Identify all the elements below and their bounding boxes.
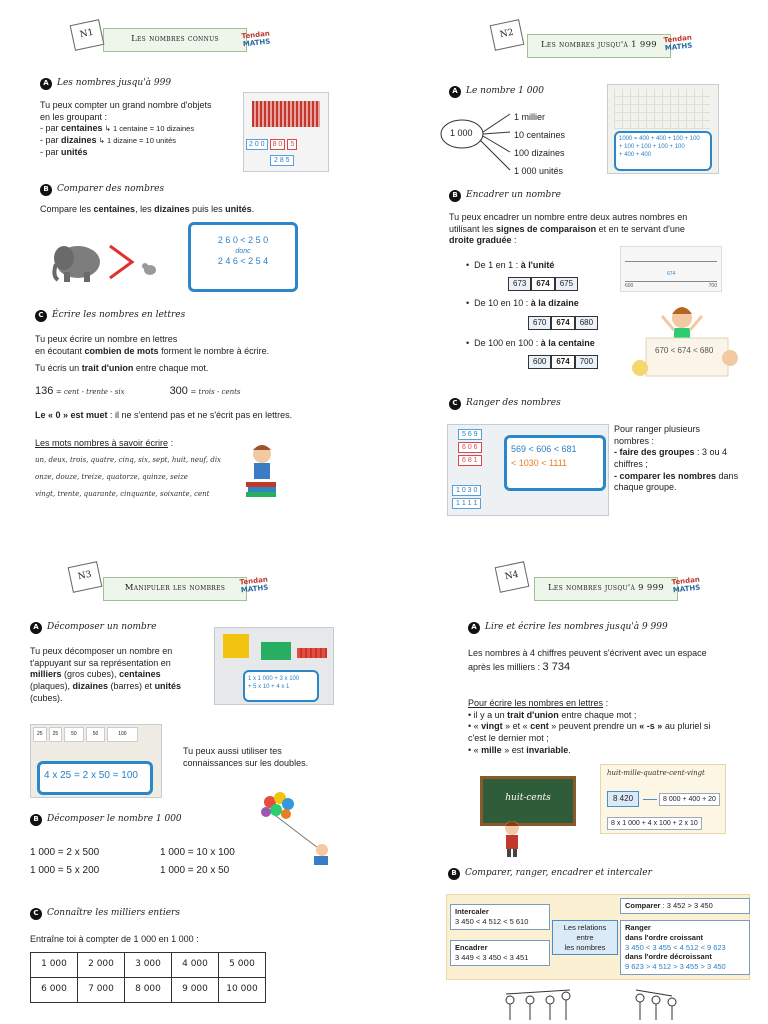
text-line: chiffres ; [614,459,648,470]
t: centaines [61,123,103,134]
t: unités [225,204,252,214]
n4-section-b [448,868,652,880]
n2-title: Les nombres jusqu'à 1 999 [540,40,658,51]
text-line: nombres : [614,435,655,446]
t: Les mots nombres à savoir écrire [35,438,169,448]
t: invariable [526,744,569,755]
axis-line [625,261,717,262]
text-line [35,438,235,450]
text-line [30,681,210,693]
n3-c-intro: Entraîne toi à compter de 1 000 en 1 000 : [30,934,199,944]
t: (barres) et [108,681,155,692]
n3-title: Manipuler les nombres [124,583,226,594]
text-line: Tu peux écrire un nombre en lettres [35,334,178,344]
grid-plates [614,89,710,129]
box-title: Comparer [625,901,661,910]
t: mille [481,744,502,755]
card: 50 [64,727,84,742]
scheme-number: 8 420 [607,791,639,807]
logo-bottom: MATHS [664,41,693,53]
box-subtitle: dans l'ordre croissant [625,932,704,942]
badge-a: A [40,78,52,90]
scheme-sum: 8 000 + 400 + 20 [659,793,720,806]
t: dizaines [72,681,109,692]
t: » est [501,744,527,755]
t: unités [154,681,182,692]
box-value: 3 449 < 3 450 < 3 451 [455,952,529,962]
card: 50 [86,727,106,742]
text-line [449,224,739,236]
box-value: : 3 452 > 3 450 [660,901,713,910]
text-line [40,147,240,159]
n4-logo [671,576,701,595]
n3-a-text [30,646,210,704]
equation: 1 000 = 10 x 100 [160,847,235,858]
n1-title: Les nombres connus [131,34,219,45]
t: - par [40,146,62,157]
t: entre chaque mot ; [558,709,637,720]
board-line: 2 6 0 < 2 5 0 [217,235,269,245]
n3-b-eq [30,844,235,880]
table-cell: 4 000 [172,953,219,978]
n1-b-text [40,204,254,216]
card: 5 6 9 [458,429,482,440]
t: dans [716,470,739,481]
t: centaines [93,204,136,214]
n1-section-c [35,310,185,322]
text-line: c'est le dernier mot ; [468,733,549,744]
words-line: un, deux, trois, quatre, cinq, six, sept, huit, neuf, dix [35,455,222,464]
n2-bullet-2: • De 10 en 10 : à la dizaine [466,298,579,308]
badge-a: A [468,622,480,634]
ten-bars [297,648,327,658]
n1-c-muet [35,410,292,422]
section-label: Le nombre 1 000 [466,86,544,97]
text-line: chaque groupe. [614,482,677,493]
n4-header [534,577,678,601]
t: « -s » [639,721,663,732]
table-cell: 6 000 [31,978,78,1003]
balloons-boy-illustration [258,792,338,868]
n2-thousand-photo [607,84,719,174]
n2-branch-labels [514,108,565,180]
text-line [40,135,240,147]
n3-section-b [30,814,182,826]
text-line [30,669,210,681]
board-line: + 100 + 100 + 100 + 100 [619,144,685,150]
chalk-text: huit-cents [505,793,551,803]
t: dizaines [154,204,190,214]
cell: 674 [551,355,574,369]
center-line: entre [576,932,594,942]
n1-logo [241,30,271,49]
badge-b: B [448,868,460,880]
center-line: Les relations [563,923,607,932]
badge-a: A [449,86,461,98]
n2-cells-2 [528,316,598,330]
n1-c-examples [35,384,315,398]
n4-scheme [600,764,726,834]
n1-base10-photo [243,92,329,172]
text-line [468,721,764,733]
words-line: vingt, trente, quarante, cinquante, soixante, cent [35,489,210,498]
branch-label: 10 centaines [514,130,566,140]
n1-section-b [40,184,164,196]
box-title: Ranger [625,923,651,932]
section-label: Décomposer le nombre 1 000 [47,814,182,825]
card: 25 [49,727,63,742]
t: puis les [189,204,226,214]
n2-b-text [449,212,739,247]
cell: 673 [508,277,531,291]
section-label: Lire et écrire les nombres jusqu'à 9 999 [485,622,668,633]
text-line: (cubes). [30,692,63,703]
n2-logo [663,34,693,53]
n3-header [103,577,247,601]
n2-order-board [504,435,606,491]
t: et en te servant d'une [596,223,685,234]
badge-c: C [449,398,461,410]
table-cell: 9 000 [172,978,219,1003]
card: 2 0 0 [246,139,268,150]
t: après les milliers : [468,661,543,672]
t: • « [468,744,482,755]
equation: 1 000 = 5 x 200 [30,865,100,876]
arrow-line [643,799,657,800]
card: 100 [107,727,137,742]
text-line [35,346,305,358]
cell: 680 [575,316,598,330]
t: droite graduée [449,235,512,246]
t: - par [40,135,62,146]
section-label: Comparer des nombres [57,184,165,195]
t: utilisant les [449,223,497,234]
n3-logo [239,576,269,595]
text-line: Tu peux aussi utiliser tes [183,746,282,756]
badge-b: B [449,190,461,202]
relations-center [552,920,618,955]
n1-a-text [40,100,240,158]
t: trait d'union [507,709,559,720]
center-line: les nombres [564,942,606,952]
t: . [251,204,255,214]
n2-cells-1 [508,277,578,291]
t: (plaques), [30,681,73,692]
branch-label: 100 dizaines [514,148,565,158]
equation: 1 000 = 20 x 50 [160,865,230,876]
t: signes de comparaison [496,223,597,234]
children-line-illustration [496,988,746,1024]
cards-column [452,485,481,509]
n1-header [103,28,247,52]
eq-row [30,862,235,880]
board-line: donc [235,247,251,255]
text-line [40,123,240,135]
badge-a: A [30,622,42,634]
board-line: + 5 x 10 + 4 x 1 [248,684,290,690]
n1-tag: N1 [70,19,105,51]
t: : 3 ou 4 [694,447,728,458]
logo-bottom: MATHS [672,583,701,595]
cell: 700 [575,355,598,369]
t: De 100 en 100 : [474,338,541,348]
t: 300 [169,385,188,397]
cards-row [33,727,138,742]
cell: 674 [531,277,554,291]
board-line: 569 < 606 < 681 [511,444,577,454]
text-line [35,363,305,375]
n2-board [614,131,712,171]
encadrer-box [450,940,550,966]
table-cell: 3 000 [125,953,172,978]
card: 25 [33,727,47,742]
logo-top: Tendan [239,575,269,587]
text-line: Les nombres à 4 chiffres peuvent s'écrivent avec un espace [468,648,707,658]
cell: 674 [551,316,574,330]
section-label: Comparer, ranger, encadrer et intercaler [465,868,652,879]
scheme-product: 8 x 1 000 + 4 x 100 + 2 x 10 [607,817,702,830]
branch-label: 1 000 unités [514,166,564,176]
text-line: Tu peux encadrer un nombre entre deux autres nombres en [449,212,688,222]
t: forment le nombre à écrire. [158,345,270,356]
board-line: 1000 = 400 + 400 + 100 + 100 [619,136,700,142]
text-line [468,710,764,722]
box-value: 3 450 < 4 512 < 5 610 [455,916,529,926]
n1-compare-board [188,222,298,292]
n3-tag: N3 [68,561,103,593]
t: • « [468,721,482,732]
text-line [468,698,764,710]
card: 6 0 6 [458,442,482,453]
t: : [168,438,174,448]
t: milliers [30,669,62,680]
n3-doubles-board [37,761,153,795]
text-line [614,471,754,483]
card: 1 1 1 1 [452,498,481,509]
text-line [468,745,764,757]
mark-label: 674 [667,271,676,277]
card: 8 0 [270,139,286,150]
n2-section-a [449,86,544,98]
logo-bottom: MATHS [242,37,271,49]
badge-b: B [30,814,42,826]
t: Pour écrire les nombres en lettres [468,698,604,708]
section-label: Écrire les nombres en lettres [52,310,186,321]
board-line: < 1030 < 1111 [511,457,568,468]
t: ↳ 1 dizaine = 10 unités [96,136,176,146]
t: De 1 en 1 : [474,260,521,270]
thousand-cube [223,634,249,658]
t: . [568,744,571,755]
logo-bottom: MATHS [240,583,269,595]
box-subtitle: dans l'ordre décroissant [625,952,712,962]
t: ↳ 1 centaine = 10 dizaines [102,124,195,134]
t: : [603,698,609,708]
hundreds-blocks [252,101,320,127]
girl-illustration [498,820,528,860]
n2-kids-board-text: 670 < 674 < 680 [655,346,714,355]
n2-oval-value: 1 000 [450,128,473,138]
table-row [31,978,266,1003]
n3-section-a [30,622,156,634]
text-line [614,447,754,459]
t: De 10 en 10 : [474,298,531,308]
scheme-words: huit-mille-quatre-cent-vingt [607,769,705,777]
elephant-mouse-illustration [50,236,170,286]
hundred-plates [261,642,291,660]
t: entre chaque mot. [133,363,209,374]
t: : [511,235,517,246]
n2-header [527,34,671,58]
t: 3 734 [542,660,571,673]
intercaler-box [450,904,550,930]
n4-tag: N4 [495,561,530,593]
n2-bullet-3: • De 100 en 100 : à la centaine [466,338,595,348]
t: unités [61,146,88,157]
t: Compare les [40,204,94,214]
logo-top: Tendan [663,33,693,45]
card: 1 0 3 0 [452,485,481,496]
text-line: t'appuyant sur sa représentation en [30,657,171,668]
n2-section-b [449,190,561,202]
n2-branch-lines [440,104,520,180]
n3-doubles-photo [30,724,162,798]
comparer-box [620,898,750,914]
equation: 1 000 = 2 x 500 [30,847,100,858]
n1-section-a [40,78,171,90]
t: , les [135,204,155,214]
n4-section-a [468,622,668,634]
t: Le « 0 » est muet [35,410,108,420]
t: Tu écris un [35,363,82,374]
table-cell: 10 000 [219,978,266,1003]
section-label: Décomposer un nombre [47,622,157,633]
cards-column [458,429,482,466]
board-line: + 400 + 400 [619,152,652,158]
card: 6 8 1 [458,455,482,466]
t: - par [40,123,62,134]
cell: 600 [528,355,551,369]
table-cell: 2 000 [78,953,125,978]
tick-label: 600 [625,283,634,289]
t: = trois - cents [190,388,241,396]
badge-c: C [35,310,47,322]
t: à la centaine [540,338,595,348]
t: en écoutant [35,345,85,356]
text-line: connaissances sur les doubles. [183,757,309,768]
n2-bullet-1: • De 1 en 1 : à l'unité [466,260,555,270]
n4-a-intro [468,648,758,674]
t: 136 [35,385,54,397]
text-line [468,660,758,674]
section-label: Connaître les milliers entiers [47,908,180,919]
t: centaines [119,669,161,680]
text-line: en les groupant : [40,111,108,122]
box-value: 9 623 > 4 512 > 3 455 > 3 450 [625,962,726,971]
axis-line [625,281,717,282]
n3-section-c [30,908,180,920]
t: - faire des groupes [614,447,695,458]
table-cell: 1 000 [31,953,78,978]
table-row [31,953,266,978]
n2-number-line [620,246,722,292]
logo-top: Tendan [671,575,701,587]
n1-c-words [35,438,235,499]
card: 2 8 5 [270,155,294,166]
n3-thousands-table [30,952,266,1003]
n2-order-photo [447,424,609,516]
branch-label: 1 millier [514,112,546,122]
t: vingt [481,721,503,732]
t: » et « [502,721,531,732]
n2-c-text [614,424,754,494]
t: cent [530,721,549,732]
box-title: Encadrer [455,943,488,952]
board-line: 1 x 1 000 + 3 x 100 [248,676,300,682]
text-line: Tu peux compter un grand nombre d'objets [40,100,212,110]
section-label: Ranger des nombres [466,398,561,409]
table-cell: 7 000 [78,978,125,1003]
eq-row [30,844,235,862]
t: combien de mots [84,345,159,356]
section-label: Encadrer un nombre [466,190,561,201]
n3-blocks-photo [214,627,334,705]
t: (gros cubes), [61,669,120,680]
t: » peuvent prendre un [548,721,640,732]
cell: 670 [528,316,551,330]
t: au pluriel si [662,721,711,732]
n2-section-c [449,398,561,410]
ranger-box [620,920,750,975]
t: à la dizaine [530,298,579,308]
t: = cent - trente - six [55,388,125,396]
n3-a-side [183,746,308,769]
t: trait d'union [81,363,134,374]
n2-cells-3 [528,355,598,369]
n4-a-rules [468,698,764,756]
text-line: Tu peux décomposer un nombre en [30,646,173,656]
cell: 675 [555,277,578,291]
tick-label: 700 [708,283,717,289]
badge-b: B [40,184,52,196]
card: 5 [287,139,297,150]
number-cards [246,139,297,150]
badge-c: C [30,908,42,920]
n1-c-text [35,334,305,375]
text-line: Pour ranger plusieurs [614,424,701,434]
logo-top: Tendan [241,29,271,41]
box-value: 3 450 < 3 455 < 4 512 < 9 623 [625,942,726,952]
t: dizaines [61,135,97,146]
table-cell: 8 000 [125,978,172,1003]
t: - comparer les nombres [614,470,717,481]
t: à l'unité [520,260,555,270]
section-label: Les nombres jusqu'à 999 [57,78,172,89]
table-cell: 5 000 [219,953,266,978]
box-title: Intercaler [455,907,489,916]
t: • il y a un [468,709,508,720]
words-line: onze, douze, treize, quatorze, quinze, seize [35,472,188,481]
n3-board [243,670,319,702]
t: : il ne s'entend pas et ne s'écrit pas en lettres. [107,410,293,420]
n2-tag: N2 [490,19,525,51]
n4-title: Les nombres jusqu'à 9 999 [547,583,665,594]
board-line: 2 4 6 < 2 5 4 [217,255,269,266]
boy-reading-illustration [238,440,282,500]
n4-chalkboard [480,776,576,826]
board-line: 4 x 25 = 2 x 50 = 100 [44,770,138,781]
